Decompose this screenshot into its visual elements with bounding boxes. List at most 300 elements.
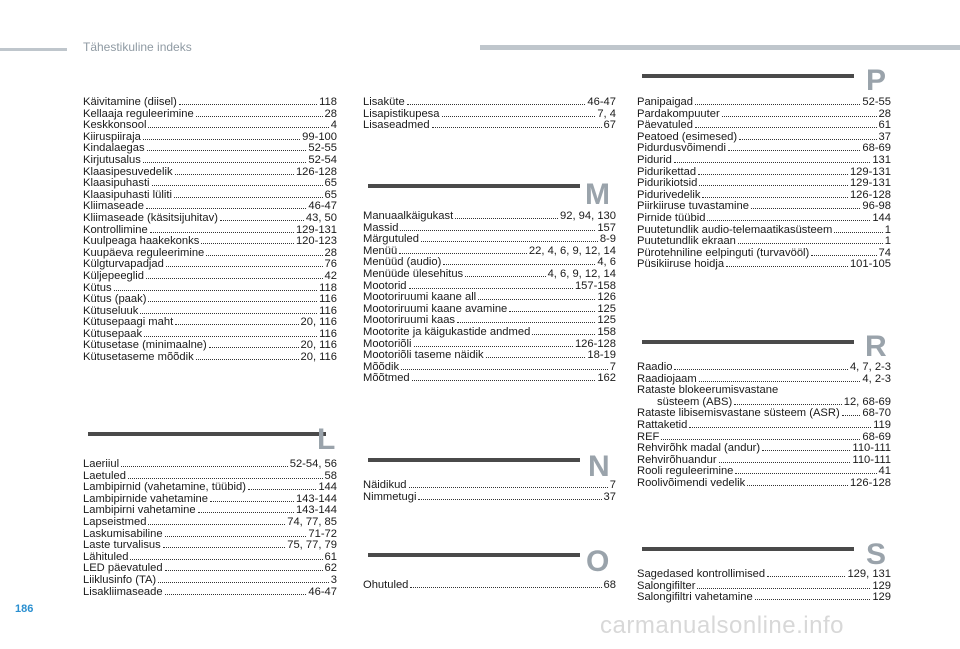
index-entry-term: Keskkonsool [83,119,147,132]
index-entry [83,575,337,587]
section-letter-l: L [317,423,336,456]
section-divider-n [368,458,580,462]
index-entry-term: Lambipirnide vahetamine [83,492,209,505]
dot-leader [695,127,877,128]
index-entry-pages: 74, 77, 85 [287,515,337,528]
index-entry-term: Kütusetaseme mõõdik [83,351,194,364]
index-entry-pages: 61 [878,119,891,132]
index-entry [637,592,891,604]
index-entry-term: Mootoriruumi kaane avamine [363,302,508,315]
index-entry [363,269,616,281]
dot-leader [702,197,848,198]
index-entry [637,259,891,271]
index-entry-term: Ohutuled [363,579,409,591]
index-entry-term: Piirkiiruse tuvastamine [637,200,749,213]
entries-lis [363,97,616,132]
dot-leader [699,381,861,382]
index-entry-term: Püsikiiruse hoidja [637,258,725,271]
index-entry-pages: 144 [872,211,891,224]
index-entry-pages: 126-128 [295,165,337,178]
dot-leader [114,290,318,291]
dot-leader [762,450,850,451]
index-entry-term: Kütus [83,281,112,294]
index-entry [83,271,337,283]
index-entry-term: Lapseistmed [83,515,147,528]
dot-leader [148,301,317,302]
index-entry-pages: 28 [324,107,337,120]
dot-leader [179,104,317,105]
dot-leader [401,369,608,370]
index-entry-term: Rataste libisemisvastane süsteem (ASR) [637,407,840,420]
index-entry-pages: 58 [324,469,337,482]
dot-leader [174,197,323,198]
index-entry-term: Mootoriruumi kaas [363,314,456,327]
index-entry-pages: 43, 50 [305,211,337,224]
section-divider-r [642,340,854,344]
index-entry-pages: 28 [878,107,891,120]
index-entry-pages: 126 [597,291,616,304]
index-entry [637,362,891,374]
dot-leader [210,501,294,502]
entries-r [637,362,891,490]
dot-leader [674,162,871,163]
dot-leader [209,347,299,348]
index-entry-term: Rooli reguleerimine [637,465,734,478]
index-entry [637,443,891,455]
index-entry-term: LED päevatuled [83,562,163,575]
dot-leader [220,220,304,221]
index-entry [83,236,337,248]
index-entry-term: Rattaketid [637,418,688,431]
index-entry-pages: 7 [609,479,616,491]
entries-n [363,480,616,503]
index-entry-pages: 126-128 [849,188,891,201]
index-entry-pages: 125 [597,314,616,327]
index-entry-pages: 129, 131 [847,568,891,580]
index-entry-pages: 75, 77, 79 [287,539,337,552]
index-entry-term: Menüü [363,244,398,257]
index-entry-pages: 46-47 [308,200,337,213]
index-entry-pages: 101-105 [849,258,891,271]
index-entry-pages: 68-70 [862,407,891,420]
index-entry-term: Kirjutusalus [83,153,141,166]
index-entry-term: Lisaseadmed [363,119,430,132]
index-entry-term: Puutetundlik audio-telemaatikasüsteem [637,223,833,236]
index-entry [637,213,891,225]
index-entry-term: Lambipirni vahetamine [83,504,196,517]
dot-leader [747,485,848,486]
index-entry [637,143,891,155]
dot-leader [728,150,860,151]
index-entry-term: Kiiruspiiraja [83,130,141,143]
entries-k [83,97,337,364]
index-entry [83,587,337,599]
dot-leader [699,185,848,186]
index-entry-term: Rehvirõhuandur [637,453,717,466]
index-entry-term: Kuulpeaga haakekonks [83,235,200,248]
index-entry-pages: 162 [597,372,616,385]
dot-leader [196,359,299,360]
dot-leader [410,587,601,588]
index-entry-term: Näidikud [363,479,407,491]
dot-leader [165,570,323,571]
index-entry-pages: 118 [319,281,337,294]
index-entry-term: Kliimaseade (käsitsijuhitav) [83,211,218,224]
index-entry-pages: 12, 68-69 [843,395,891,408]
index-entry [363,480,616,492]
section-divider-l [88,432,326,436]
index-entry-term: Raadiojaam [637,372,697,385]
section-divider-p [642,74,854,78]
dot-leader [442,116,596,117]
index-entry-pages: 65 [324,177,337,190]
index-entry-pages: 129-131 [295,223,337,236]
dot-leader [734,404,841,405]
index-entry-pages: 116 [319,327,337,340]
index-entry-pages: 28 [324,246,337,259]
section-letter-o: O [586,545,610,578]
index-entry-pages: 68 [603,579,616,591]
index-entry [83,213,337,225]
index-entry [363,97,616,109]
dot-leader [739,139,876,140]
entries-p [637,97,891,271]
dot-leader [455,218,558,219]
index-entry-term: Päevatuled [637,119,693,132]
index-entry-pages: 131 [872,153,891,166]
index-entry-pages: 68-69 [862,430,891,443]
index-entry-term: Kütusepaagi maht [83,316,174,329]
index-entry [83,352,337,364]
dot-leader [751,208,860,209]
index-entry-term: Liiklusinfo (TA) [83,573,157,586]
index-entry-pages: 41 [878,465,891,478]
index-entry [83,517,337,529]
index-entry-pages: 120-123 [295,235,337,248]
index-entry-term: Rataste blokeerumisvastane [637,384,779,397]
index-entry-term: Laste turvalisus [83,539,161,552]
index-entry [83,540,337,552]
dot-leader [152,185,323,186]
dot-leader [130,559,322,560]
index-entry-term: Raadio [637,361,673,373]
section-divider-m [368,184,580,188]
index-entry-pages: 20, 116 [300,339,337,352]
index-entry-term: Kütuseluuk [83,304,139,317]
index-entry-term: Märgutuled [363,233,419,246]
index-entry-pages: 7 [609,360,616,373]
index-entry-term: Pidurivedelik [637,188,701,201]
dot-leader [143,139,300,140]
dot-leader [421,241,598,242]
index-entry-pages: 20, 116 [300,351,337,364]
index-entry [363,211,616,223]
index-entry-term: Sagedased kontrollimised [637,568,766,580]
index-entry-term: Kellaaja reguleerimine [83,107,194,120]
dot-leader [418,499,601,500]
index-entry-term: Laeriiul [83,458,120,470]
index-entry-term: Lisaküte [363,96,405,108]
index-entry-pages: 157-158 [574,279,616,292]
index-entry-term: Puutetundlik ekraan [637,235,736,248]
dot-leader [457,322,595,323]
dot-leader [150,232,294,233]
dot-leader [407,104,586,105]
dot-leader [148,127,328,128]
index-entry-pages: 22, 4, 6, 9, 12, 14 [528,244,616,257]
dot-leader [465,276,545,277]
dot-leader [707,220,870,221]
index-entry-term: Kütusepaak [83,327,143,340]
index-entry-pages: 4, 6 [597,256,616,269]
index-entry-term: Mootorid [363,279,407,292]
index-entry [637,478,891,490]
dot-leader [735,473,876,474]
index-entry-term: Pidurdusvõimendi [637,142,726,155]
index-entry-pages: 4 [330,119,337,132]
dot-leader [147,150,307,151]
dot-leader [140,313,317,314]
index-entry-term: Pardakompuuter [637,107,720,120]
index-entry-pages: 8-9 [599,233,616,246]
dot-leader [146,208,306,209]
index-entry-term: Lähituled [83,550,129,563]
index-entry-term: Menüüd (audio) [363,256,442,269]
dot-leader [148,524,285,525]
index-entry-pages: 143-144 [295,492,337,505]
dot-leader [698,174,848,175]
index-entry-term: Mõõdik [363,360,400,373]
dot-leader [486,357,586,358]
index-entry-term: süsteem (ABS) [657,395,733,408]
index-entry-term: Klaasipuhasti [83,177,150,190]
header-bar-right [480,45,960,50]
index-entry-term: Nimmetugi [363,490,417,503]
index-entry-pages: 4, 7, 2-3 [849,361,891,373]
index-entry-pages: 110-111 [852,453,891,466]
watermark-text: carmanualsonline.info [600,612,844,639]
page-number: 186 [15,603,34,615]
index-entry [83,97,337,109]
index-entry-pages: 143-144 [295,504,337,517]
index-entry [83,178,337,190]
dot-leader [175,174,294,175]
index-entry-term: Pürotehniline eelpinguti (turvavööl) [637,246,810,259]
index-entry-term: Lambipirnid (vahetamine, tüübid) [83,481,246,494]
index-entry-term: Salongifilter [637,579,696,592]
index-entry-pages: 118 [319,96,337,108]
index-entry-term: Mõõtmed [363,372,410,385]
index-entry-pages: 52-54, 56 [289,458,337,470]
entries-m [363,211,616,385]
index-entry-pages: 52-55 [862,96,891,108]
index-entry-pages: 129-131 [849,177,891,190]
index-entry [637,236,891,248]
index-entry-pages: 129-131 [849,165,891,178]
index-entry-term: REF [637,430,660,443]
index-entry-pages: 125 [597,302,616,315]
index-entry-pages: 99-100 [302,130,337,143]
index-entry-term: Peatoed (esimesed) [637,130,738,143]
index-entry-pages: 7, 4 [597,107,616,120]
dot-leader [128,478,323,479]
index-entry-term: Mootoriõli [363,337,412,350]
index-entry-pages: 129 [872,591,891,604]
header-title: Tähestikuline indeks [83,40,192,54]
dot-leader [158,582,329,583]
index-entry-pages: 126-128 [849,476,891,489]
index-entry-pages: 1 [884,235,891,248]
dot-leader [166,266,323,267]
dot-leader [443,264,595,265]
index-entry [363,350,616,362]
index-entry-term: Roolivõimendi vedelik [637,476,746,489]
index-entry-pages: 65 [324,188,337,201]
dot-leader [689,427,871,428]
index-entry-pages: 18-19 [587,349,616,362]
dot-leader [201,243,294,244]
dot-leader [414,346,573,347]
index-entry [363,327,616,339]
dot-leader [412,380,596,381]
index-entry-term: Lisapistikupesa [363,107,440,120]
dot-leader [196,116,323,117]
dot-leader [478,299,595,300]
index-entry [363,373,616,385]
index-entry-term: Laetuled [83,469,126,482]
dot-leader [811,255,876,256]
dot-leader [661,439,860,440]
index-entry [83,155,337,167]
index-entry-pages: 52-54 [308,153,337,166]
index-entry-pages: 68-69 [862,142,891,155]
dot-leader [509,311,595,312]
index-entry-term: Mootoriõli taseme näidik [363,349,484,362]
index-entry-term: Kliimaseade [83,200,144,213]
index-entry [637,420,891,432]
section-letter-m: M [585,178,610,211]
section-letter-r: R [865,330,887,363]
index-entry-pages: 110-111 [852,442,891,455]
index-entry-term: Kontrollimine [83,223,148,236]
dot-leader [722,116,877,117]
dot-leader [248,489,316,490]
index-entry-term: Panipaigad [637,96,693,108]
dot-leader [143,162,307,163]
index-entry [637,97,891,109]
index-entry [637,178,891,190]
index-entry [83,459,337,471]
index-entry-term: Massid [363,221,399,234]
index-entry-pages: 52-55 [308,142,337,155]
dot-leader [121,466,288,467]
dot-leader [697,588,870,589]
section-divider-o [368,553,580,557]
dot-leader [738,243,883,244]
index-entry [363,580,616,592]
dot-leader [755,599,871,600]
index-entry [637,155,891,167]
index-entry-term: Manuaalkäigukast [363,210,454,222]
index-entry-term: Pirnide tüübid [637,211,706,224]
dot-leader [399,253,527,254]
dot-leader [409,288,573,289]
index-entry-pages: 4, 2-3 [862,372,891,385]
index-entry [363,492,616,504]
index-entry-term: Küljepeeglid [83,269,144,282]
index-entry-pages: 71-72 [308,527,337,540]
index-entry-pages: 116 [319,293,337,306]
index-entry-term: Kuupäeva reguleerimine [83,246,205,259]
index-entry-term: Külgturvapadjad [83,258,164,271]
index-entry-term: Mootorite ja käigukastide andmed [363,325,531,338]
section-letter-s: S [866,538,887,571]
dot-leader [165,594,307,595]
section-letter-p: P [866,64,887,97]
index-entry-pages: 46-47 [587,96,616,108]
index-entry-pages: 3 [330,573,337,586]
index-entry-term: Lisakliimaseade [83,585,163,598]
dot-leader [206,255,322,256]
index-entry-pages: 92, 94, 130 [560,210,616,222]
index-entry [363,120,616,132]
dot-leader [165,536,307,537]
index-entry-pages: 119 [873,418,891,431]
index-entry-term: Pidurid [637,153,672,166]
index-entry-pages: 96-98 [862,200,891,213]
index-entry-pages: 76 [324,258,337,271]
index-entry-term: Pidurikettad [637,165,697,178]
entries-s [637,569,891,604]
dot-leader [163,547,286,548]
index-entry-pages: 157 [597,221,616,234]
dot-leader [432,127,602,128]
dot-leader [719,462,851,463]
index-entry [637,569,891,581]
entries-o [363,580,616,592]
index-entry-pages: 4, 6, 9, 12, 14 [547,267,616,280]
index-entry-pages: 37 [878,130,891,143]
index-entry-term: Menüüde ülesehitus [363,267,464,280]
index-entry-pages: 74 [878,246,891,259]
index-entry-pages: 158 [597,325,616,338]
index-entry-term: Käivitamine (diisel) [83,96,177,108]
index-entry-pages: 129 [872,579,891,592]
index-entry-pages: 42 [324,269,337,282]
dot-leader [532,334,595,335]
index-entry-pages: 144 [318,481,337,494]
index-entry-term: Salongifiltri vahetamine [637,591,753,604]
index-entry-term: Rehvirõhk madal (andur) [637,442,761,455]
index-entry-pages: 62 [324,562,337,575]
index-entry-pages: 46-47 [308,585,337,598]
index-entry [83,294,337,306]
index-entry-pages: 116 [319,304,337,317]
section-divider-s [642,547,854,551]
index-entry-term: Mootoriruumi kaane all [363,291,477,304]
dot-leader [695,104,860,105]
index-entry-term: Klaasipuhasti lüliti [83,188,172,201]
dot-leader [198,512,294,513]
index-entry-term: Klaasipesuvedelik [83,165,173,178]
index-entry-term: Kindalaegas [83,142,145,155]
index-entry-pages: 126-128 [574,337,616,350]
dot-leader [146,278,323,279]
dot-leader [834,232,882,233]
index-entry-term: Pidurikiotsid [637,177,698,190]
header-bar-left [0,48,67,51]
dot-leader [726,266,848,267]
